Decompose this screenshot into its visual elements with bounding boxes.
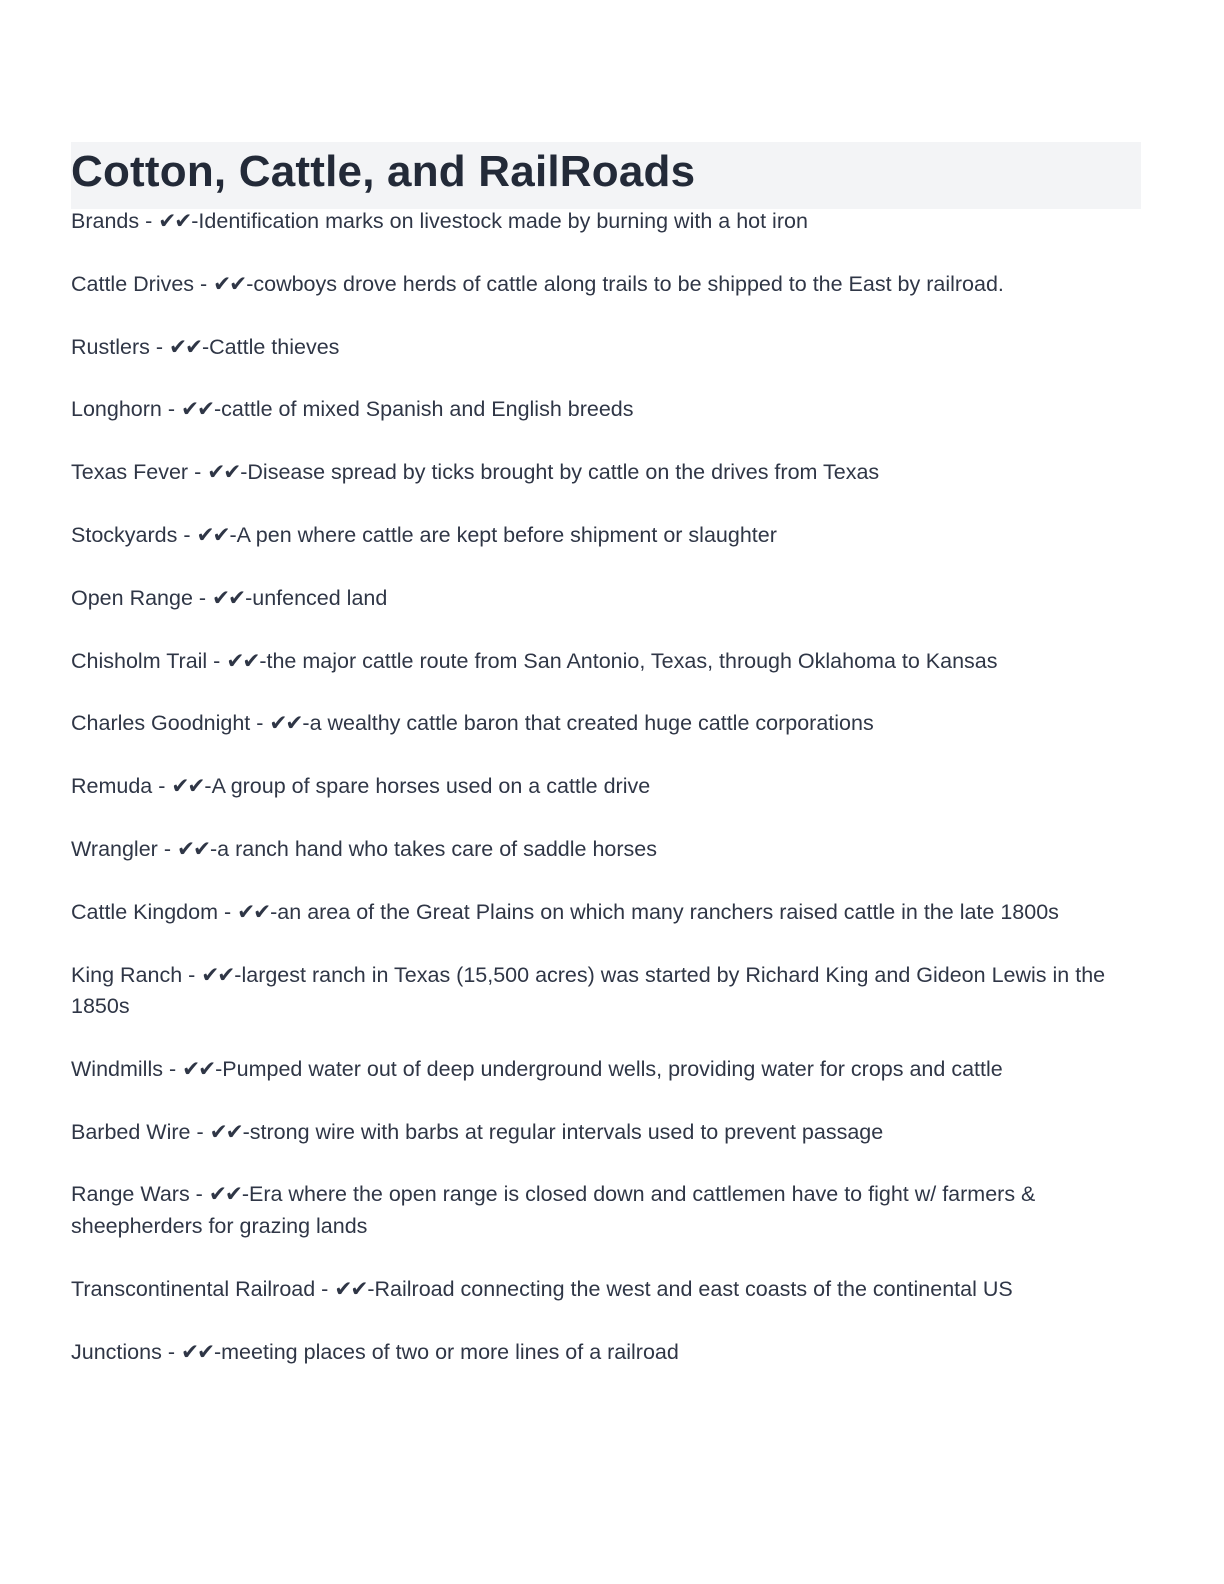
term-entry (71, 708, 1141, 740)
term-name: Cattle Drives (71, 271, 195, 296)
term-definition: -Disease spread by ticks brought by cattle on the drives from Texas (240, 460, 880, 485)
term-separator: - (161, 1339, 181, 1364)
term-definition: -A pen where cattle are kept before shipment or slaughter (229, 522, 777, 547)
term-name: Stockyards (71, 522, 178, 547)
term-definition: -cowboys drove herds of cattle along trails to be shipped to the East by railroad. (246, 271, 1004, 296)
term-entry (71, 520, 1141, 552)
term-separator: - (189, 1182, 209, 1207)
term-entry (71, 646, 1141, 678)
page-title: Cotton, Cattle, and RailRoads (71, 146, 696, 196)
term-entry (71, 332, 1141, 364)
term-entry (71, 1274, 1141, 1306)
term-name: Range Wars (71, 1182, 190, 1207)
checkmark-icon: ✔✔ (182, 1056, 215, 1081)
term-entry (71, 269, 1141, 301)
term-separator: - (162, 1056, 183, 1081)
term-entry (71, 394, 1141, 426)
term-name: Rustlers (71, 334, 150, 359)
term-name: Open Range (71, 585, 193, 610)
term-name: Remuda (71, 774, 153, 799)
checkmark-icon: ✔✔ (158, 209, 191, 233)
checkmark-icon: ✔✔ (334, 1276, 367, 1301)
term-separator: - (161, 397, 181, 422)
checkmark-icon: ✔✔ (212, 585, 245, 610)
term-definition: -Era where the open range is closed down and cattlemen have to fight w/ farmers & sheepherders for grazing lands (71, 1182, 1036, 1238)
checkmark-icon: ✔✔ (207, 460, 240, 485)
term-definition: -an area of the Great Plains on which many ranchers raised cattle in the late 1800s (270, 899, 1059, 924)
term-entry (71, 1054, 1141, 1086)
checkmark-icon: ✔✔ (209, 1119, 242, 1144)
term-definition: -strong wire with barbs at regular intervals used to prevent passage (242, 1119, 884, 1144)
term-entry (71, 1117, 1141, 1149)
term-name: King Ranch (71, 962, 183, 987)
term-definition: -meeting places of two or more lines of a railroad (213, 1339, 679, 1364)
term-separator: - (218, 899, 238, 924)
checkmark-icon: ✔✔ (226, 648, 259, 673)
term-definition: -unfenced land (245, 585, 388, 610)
checkmark-icon: ✔✔ (176, 836, 209, 861)
term-definition: -Pumped water out of deep underground wells, providing water for crops and cattle (215, 1056, 1003, 1081)
term-entry (71, 206, 1141, 238)
term-separator: - (157, 836, 177, 861)
checkmark-icon: ✔✔ (196, 522, 229, 547)
term-definition: -largest ranch in Texas (15,500 acres) was started by Richard King and Gideon Lewis in the 1850s (71, 962, 1106, 1019)
term-separator: - (190, 1119, 210, 1144)
term-entry (71, 1337, 1141, 1369)
term-definition: -Cattle thieves (202, 334, 340, 359)
term-definition: -the major cattle route from San Antonio, Texas, through Oklahoma to Kansas (259, 648, 998, 673)
term-entry (71, 834, 1141, 866)
term-name: Windmills (71, 1056, 163, 1081)
checkmark-icon: ✔✔ (213, 271, 246, 296)
term-definition: -a wealthy cattle baron that created huge cattle corporations (302, 711, 874, 736)
checkmark-icon: ✔✔ (180, 1339, 213, 1364)
term-name: Brands (71, 209, 140, 233)
term-separator: - (188, 460, 208, 485)
term-name: Longhorn (71, 397, 162, 422)
term-name: Cattle Kingdom (71, 899, 218, 924)
term-separator: - (250, 711, 270, 736)
term-separator: - (315, 1276, 335, 1301)
term-list (71, 206, 1141, 1368)
term-separator: - (207, 648, 227, 673)
term-name: Transcontinental Railroad (71, 1276, 316, 1301)
checkmark-icon: ✔✔ (201, 962, 234, 987)
term-name: Junctions (71, 1339, 162, 1364)
term-name: Wrangler (71, 836, 158, 861)
term-definition: -cattle of mixed Spanish and English breeds (214, 397, 634, 422)
term-name: Texas Fever (71, 460, 189, 485)
term-separator: - (192, 585, 213, 610)
term-definition: -A group of spare horses used on a cattle drive (204, 774, 651, 799)
title-band (71, 142, 1141, 209)
term-separator: - (194, 271, 214, 296)
term-name: Charles Goodnight (71, 711, 251, 736)
checkmark-icon: ✔✔ (168, 334, 201, 359)
term-separator: - (149, 334, 169, 359)
term-separator: - (152, 774, 172, 799)
document-page (71, 142, 1141, 1368)
checkmark-icon: ✔✔ (269, 711, 302, 736)
term-entry (71, 583, 1141, 615)
term-entry (71, 960, 1141, 1023)
term-definition: -Railroad connecting the west and east coasts of the continental US (367, 1276, 1013, 1301)
term-entry (71, 897, 1141, 929)
checkmark-icon: ✔✔ (237, 899, 270, 924)
checkmark-icon: ✔✔ (171, 774, 204, 799)
term-name: Barbed Wire (71, 1119, 191, 1144)
term-definition: -a ranch hand who takes care of saddle horses (209, 836, 657, 861)
checkmark-icon: ✔✔ (208, 1182, 241, 1207)
term-definition: -Identification marks on livestock made by burning with a hot iron (191, 209, 808, 233)
checkmark-icon: ✔✔ (180, 397, 214, 422)
term-separator: - (182, 962, 202, 987)
term-separator: - (177, 522, 197, 547)
term-entry (71, 1179, 1141, 1242)
term-entry (71, 771, 1141, 803)
term-name: Chisholm Trail (71, 648, 208, 673)
term-separator: - (139, 209, 159, 233)
term-entry (71, 457, 1141, 489)
